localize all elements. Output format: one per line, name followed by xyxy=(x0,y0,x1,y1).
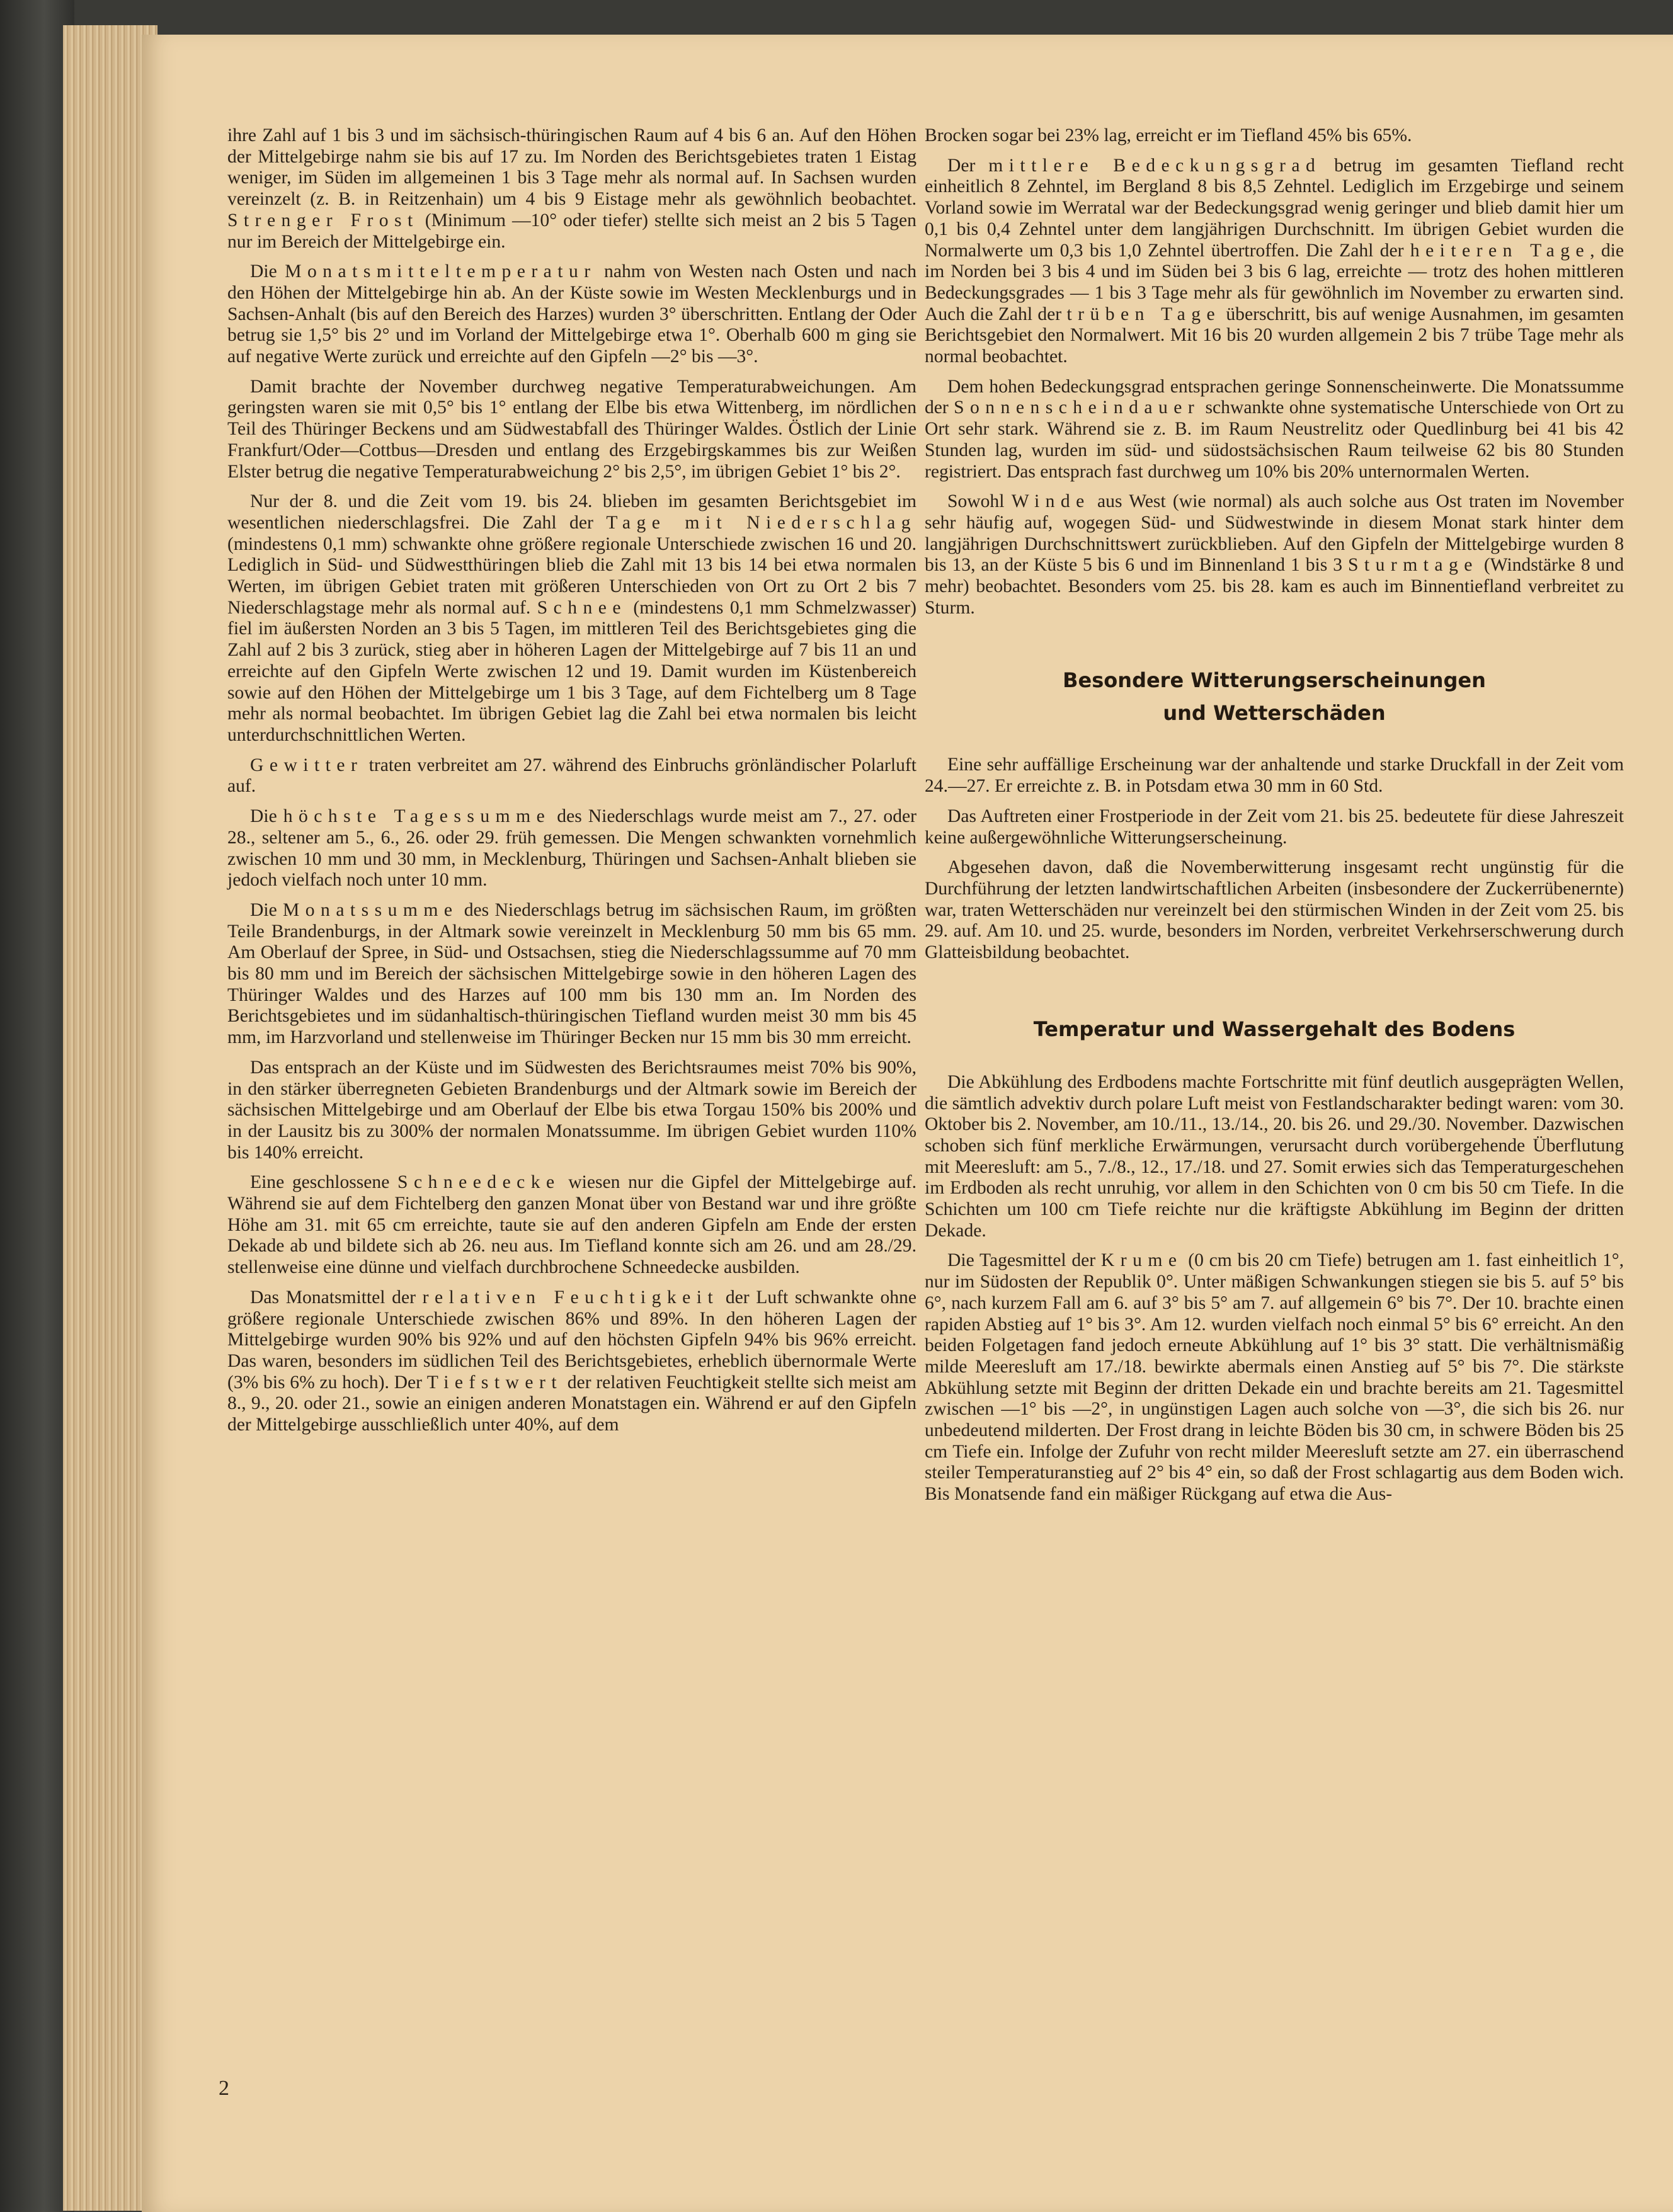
text-run: der Luft schwankte ohne größere regionale Unterschiede zwischen 86% und 89%. In den höheren Lagen der Mittelgebirge wurden 90% bis 92% und auf den höchsten Gipfeln 94% bis 96% erreicht. Das waren, besonders im südlichen Teil des Berichtsgebietes, erheblich übernormale Werte (3% bis 6% zu hoch). Der xyxy=(227,1287,916,1393)
term-sturmtage: Sturmtage xyxy=(1347,555,1478,576)
term-relative-feuchtigkeit: relativen Feuchtigkeit xyxy=(422,1287,719,1308)
paragraph-relative-feuchtigkeit xyxy=(227,1287,916,1436)
heading-line: Temperatur und Wassergehalt des Bodens xyxy=(1033,1017,1516,1041)
text-run: nahm von Westen nach Osten und nach den Höhen der Mittelgebirge hin ab. An der Küste sowie im Westen Mecklenburgs und in Sachsen-Anhalt (bis auf den Bereich des Harzes) wurden 3° überschritten. Entlang der Oder betrug sie 1,5° bis 2° und im Vorland der Mittelgebirge etwa 1°. Oberhalb 600 m ging sie auf negative Werte zurück und erreichte auf den Gipfeln —2° bis —3°. xyxy=(227,261,916,367)
text-run: Die xyxy=(250,261,285,282)
text-run: Die xyxy=(250,806,283,827)
text-run: des Niederschlags betrug im sächsischen Raum, im größten Teile Brandenburgs, in der Altmark sowie vereinzelt in Mecklenburg 50 mm bis 65 mm. Am Oberlauf der Spree, in Süd- und Ostsachsen, stieg die Niederschlagssumme auf 70 mm bis 80 mm und im Bereich der sächsischen Mittelgebirge sowie in den höheren Lagen des Thüringer Waldes und des Harzes auf 100 mm bis 130 mm an. Im Norden des Berichtsgebietes und im südanhaltisch-thüringischen Tiefland wurden meist 30 mm bis 45 mm, im Harzvorland und stellenweise im Thüringer Becken nur 15 mm bis 30 mm erreicht. xyxy=(227,899,916,1048)
paragraph-brocken xyxy=(925,125,1624,147)
text-run: Sowohl xyxy=(947,491,1012,512)
paragraph-sonnenscheindauer xyxy=(925,377,1624,483)
text-run: Brocken sogar bei 23% lag, erreicht er im Tiefland 45% bis 65%. xyxy=(925,125,1412,145)
section-heading-witterungserscheinungen xyxy=(925,664,1624,729)
text-run: Eine sehr auffällige Erscheinung war der anhaltende und starke Druckfall in der Zeit vom 24.—27. Er erreichte z. B. in Potsdam etwa 30 mm in 60 Std. xyxy=(925,755,1624,797)
text-run: Dem hohen Bedeckungsgrad entsprachen geringe Sonnenscheinwerte. Die Monatssumme der xyxy=(925,376,1624,418)
paragraph-krume xyxy=(925,1250,1624,1505)
paragraph-frostperiode xyxy=(925,806,1624,848)
paragraph-gewitter xyxy=(227,755,916,797)
text-run: der relativen Feuchtigkeit stellte sich meist am 8., 9., 20. oder 21., sowie an einigen anderen Monatstagen ein. Während er auf den Gipfeln der Mittelgebirge ausschließlich unter 40%, auf dem xyxy=(227,1372,916,1435)
paragraph-monatsmitteltemperatur xyxy=(227,261,916,368)
text-run: (Windstärke 8 und mehr) beobachtet. Besonders vom 25. bis 28. kam es auch im Binnentiefland verbreitet zu Sturm. xyxy=(925,555,1624,618)
term-hoechste-tagessumme: höchste Tagessumme xyxy=(283,806,551,827)
paragraph-prozent-normal xyxy=(227,1058,916,1164)
text-run: traten verbreitet am 27. während des Einbruchs grönländischer Polarluft auf. xyxy=(227,755,916,797)
text-run: Damit brachte der November durchweg negative Temperaturabweichungen. Am geringsten waren sie mit 0,5° bis 1° entlang der Elbe bis etwa Wittenberg, im nördlichen Teil des Thüringer Beckens und am Südwestabfall des Thüringer Waldes. Östlich der Linie Frankfurt/Oder—Cottbus—Dresden und entlang des Erzgebirgskammes bis zur Weißen Elster betrug die negative Temperaturabweichung 2° bis 2,5°, im übrigen Gebiet 1° bis 2°. xyxy=(227,376,916,482)
book-page xyxy=(142,35,1673,2212)
text-run: Das Auftreten einer Frostperiode in der Zeit vom 21. bis 25. bedeutete für diese Jahreszeit keine außergewöhnliche Witterungserscheinung. xyxy=(925,806,1624,848)
text-run: wiesen nur die Gipfel der Mittelgebirge auf. Während sie auf dem Fichtelberg den ganzen Monat über von Bestand war und ihre größte Höhe am 31. mit 65 cm erreichte, taute sie auf den anderen Gipfeln am Ende der ersten Dekade ab und bildete sich ab 26. neu aus. Im Tiefland konnte sich am 26. und am 28./29. stellenweise eine dünne und vielfach durchbrochene Schneedecke ausbilden. xyxy=(227,1172,917,1278)
text-run: schwankte ohne systematische Unterschiede von Ort zu Ort sehr stark. Während sie z. B. im Raum Neustrelitz oder Quedlinburg bei 41 bis 42 Stunden lag, wurden im süd- und südostsächsischen Raum teilweise 62 bis 80 Stunden registriert. Das entsprach fast durchweg um 10% bis 20% unternormalen Werten. xyxy=(925,397,1624,482)
section-heading-boden xyxy=(925,1013,1624,1046)
text-run: aus West (wie normal) als auch solche aus Ost traten im November sehr häufig auf, wogegen Süd- und Südwestwinde in diesem Monat stark hinter dem langjährigen Durchschnittswert zurückblieben. Auf den Gipfeln der Mittelgebirge wurden 8 bis 13, an der Küste 5 bis 6 und im Binnenland 1 bis 3 xyxy=(925,491,1624,576)
paragraph-schneedecke xyxy=(227,1172,916,1279)
paragraph-wetterschaeden xyxy=(925,857,1624,964)
term-tiefstwert: Tiefstwert xyxy=(426,1372,563,1393)
paragraph-abkuehlung xyxy=(925,1072,1624,1242)
text-run: des Niederschlags wurde meist am 7., 27. oder 28., seltener am 5., 6., 26. oder 29. früh gemessen. Die Mengen schwankten vornehmlich zwischen 10 mm und 30 mm, in Mecklenburg, Thüringen und Sachsen-Anhalt blieben sie jedoch vielfach noch unter 10 mm. xyxy=(227,806,916,891)
text-run: Das entsprach an der Küste und im Südwesten des Berichtsraumes meist 70% bis 90%, in den stärker überregneten Gebieten Brandenburgs und der Altmark sowie im Bereich der sächsischen Mittelgebirge und am Oberlauf der Elbe bis etwa Torgau 150% bis 200% und in der Lausitz bis zu 300% der normalen Monatssumme. Im übrigen Gebiet wurden 110% bis 140% erreicht. xyxy=(227,1057,916,1163)
text-run: Das Monatsmittel der xyxy=(250,1287,423,1308)
term-krume: Krume xyxy=(1100,1250,1183,1271)
text-run: Abgesehen davon, daß die Novemberwitterung insgesamt recht ungünstig für die Durchführung der letzten landwirtschaftlichen Arbeiten (insbesondere der Zuckerrübenernte) war, traten Wetterschäden nur vereinzelt bei den stürmischen Winden in der Zeit vom 25. bis 29. auf. Am 10. und 25. wurde, besonders im Norden, verbreitet Verkehrserschwerung durch Glatteisbildung beobachtet. xyxy=(925,857,1624,963)
term-schnee: Schnee xyxy=(537,597,627,618)
paragraph-eistage xyxy=(227,125,916,253)
term-monatsmitteltemperatur: Monatsmitteltemperatur xyxy=(285,261,597,282)
heading-line: Besondere Witterungserscheinungen xyxy=(1063,668,1486,693)
text-run: Die Tagesmittel der xyxy=(947,1250,1101,1271)
paragraph-druckfall xyxy=(925,755,1624,797)
page-number: 2 xyxy=(219,2077,229,2100)
text-run: (mindestens 0,1 mm Schmelzwasser) fiel im äußersten Norden an 3 bis 5 Tagen, im mittleren Teil des Berichtsgebietes ging die Zahl auf 2 bis 3 zurück, stieg aber in höheren Lagen der Mittelgebirge auf 7 bis 11 an und erreichte auf den Gipfeln Werte zwischen 12 und 19. Damit wurden im Küstenbereich sowie auf den Höhen der Mittelgebirge um 1 bis 3 Tage, auf dem Fichtelberg um 8 Tage mehr als normal beobachtet. Im übrigen Gebiet lag die Zahl bei etwa normalen bis leicht unterdurchschnittlichen Werten. xyxy=(227,597,916,745)
text-run: ihre Zahl auf 1 bis 3 und im sächsisch-thüringischen Raum auf 4 bis 6 an. Auf den Höhen der Mittelgebirge nahm sie bis auf 17 zu. Im Norden des Berichtsgebietes traten 1 Eistag weniger, im Süden im allgemeinen 1 bis 3 Tage mehr als normal auf. In Sachsen wurden vereinzelt (z. B. in Reitzenhain) um 4 bis 9 Eistage mehr als gewöhnlich beobachtet. xyxy=(227,125,916,210)
term-schneedecke: Schneedecke xyxy=(397,1172,561,1193)
text-run: (mindestens 0,1 mm) schwankte ohne größere regionale Unterschiede zwischen 16 und 20. Lediglich in Süd- und Südwestthüringen blieb die Zahl mit 13 bis 14 bei etwa normalen Werten, im übrigen Gebiet traten mit größeren Unterschieden von Ort zu Ort 2 bis 7 Niederschlagstage mehr als normal auf. xyxy=(227,533,916,618)
text-run: (Minimum —10° oder tiefer) stellte sich meist an 2 bis 5 Tagen nur im Bereich der Mittelgebirge ein. xyxy=(227,210,916,252)
text-run: , die im Norden bei 3 bis 4 und im Süden bei 3 bis 6 lag, erreichte — trotz des hohen mittleren Bedeckungsgrades — 1 bis 3 Tage mehr als für gewöhnlich im November zu erwarten sind. Auch die Zahl der xyxy=(925,240,1624,324)
paragraph-hoechste-tagessumme xyxy=(227,806,916,891)
paragraph-temperaturabweichungen xyxy=(227,377,916,483)
left-column xyxy=(227,125,916,1445)
term-monatssumme: Monatssumme xyxy=(283,899,459,920)
paragraph-niederschlag xyxy=(227,491,916,746)
text-run: überschritt, bis auf wenige Ausnahmen, im gesamten Berichtsgebiet den Normalwert. Mit 16 bis 20 wurden allgemein 2 bis 7 trübe Tage mehr als normal beobachtet. xyxy=(925,304,1624,367)
text-run: Die xyxy=(250,899,283,920)
term-mittlere-bedeckungsgrad: mittlere Bedeckungsgrad xyxy=(988,155,1322,176)
paragraph-winde xyxy=(925,491,1624,619)
term-winde: Winde xyxy=(1011,491,1090,512)
term-tage-mit-niederschlag: Tage mit Niederschlag xyxy=(606,512,916,533)
heading-line: und Wetterschäden xyxy=(1163,701,1386,726)
term-truebe-tage: trüben Tage xyxy=(1066,304,1221,324)
text-run: betrug im gesamten Tiefland recht einheitlich 8 Zehntel, im Bergland 8 bis 8,5 Zehntel. Lediglich im Erzgebirge und seinem Vorland sowie im Werratal war der Bedeckungsgrad wenig geringer und blieb damit hier um 0,1 bis 0,4 Zehntel unter dem langjährigen Durchschnitt. Im übrigen Gebiet wurden die Normalwerte um 0,3 bis 1,0 Zehntel übertroffen. Die Zahl der xyxy=(925,155,1624,261)
term-sonnenscheindauer: Sonnenscheindauer xyxy=(954,397,1201,418)
term-gewitter: Gewitter xyxy=(250,755,363,775)
text-run: Die Abkühlung des Erdbodens machte Fortschritte mit fünf deutlich ausgeprägten Wellen, die sämtlich advektiv durch polare Luft meist von Festlandscharakter bedingt waren: vom 30. Oktober bis 2. November, am 10./11., 13./14., 20. bis 26. und 29./30. November. Dazwischen schoben sich fünf merkliche Erwärmungen, verursacht durch vorübergehende Überflutung mit Meeresluft: am 5., 7./8., 12., 17./18. und 27. Somit erwies sich das Temperaturgeschehen im Erdboden als recht unruhig, vor allem in den Schichten von 0 cm bis 50 cm Tiefe. In die Schichten um 100 cm Tiefe reichte nur die kräftigste Abkühlung im Beginn der dritten Dekade. xyxy=(925,1071,1624,1241)
text-run: Der xyxy=(947,155,989,176)
text-run: Nur der 8. und die Zeit vom 19. bis 24. blieben im gesamten Berichtsgebiet im wesentlichen niederschlagsfrei. Die Zahl der xyxy=(227,491,916,533)
paragraph-monatssumme xyxy=(227,900,916,1049)
text-run: (0 cm bis 20 cm Tiefe) betrugen am 1. fast einheitlich 1°, nur im Südosten der Republik 0°. Unter mäßigen Schwankungen stiegen sie bis 5. auf 5° bis 6°, nach kurzem Fall am 6. auf 3° bis 5° am 7. auf allgemein 6° bis 7°. Der 10. brachte einen rapiden Abstieg auf 1° bis 3°. Am 12. wurden vielfach noch einmal 5° bis 6° erreicht. An den beiden Folgetagen fand jedoch erneute Abkühlung auf 1° bis 3° statt. Die verhältnismäßig milde Meeresluft am 17./18. bewirkte abermals einen Anstieg auf 5° bis 7°. Die stärkste Abkühlung setzte mit Beginn der dritten Dekade ein und brachte bereits am 21. Tagesmittel zwischen —1° bis —2°, in ungünstigen Lagen auch solche von —3°, die sich bis 26. nur unbedeutend milderten. Der Frost drang in leichte Böden bis 30 cm, in schwere Böden bis 25 cm Tiefe ein. Infolge der Zufuhr von recht milder Meeresluft setzte am 27. ein überraschend steiler Temperaturanstieg auf 2° bis 4° ein, so daß der Frost schlagartig aus dem Boden wich. Bis Monatsende fand ein mäßiger Rückgang auf etwa die Aus- xyxy=(925,1250,1624,1505)
right-column xyxy=(925,125,1624,1514)
term-heitere-tage: heiteren Tage xyxy=(1410,240,1590,261)
paragraph-bedeckungsgrad xyxy=(925,156,1624,368)
term-strenger-frost: Strenger Frost xyxy=(227,210,419,231)
text-run: Eine geschlossene xyxy=(250,1172,398,1193)
